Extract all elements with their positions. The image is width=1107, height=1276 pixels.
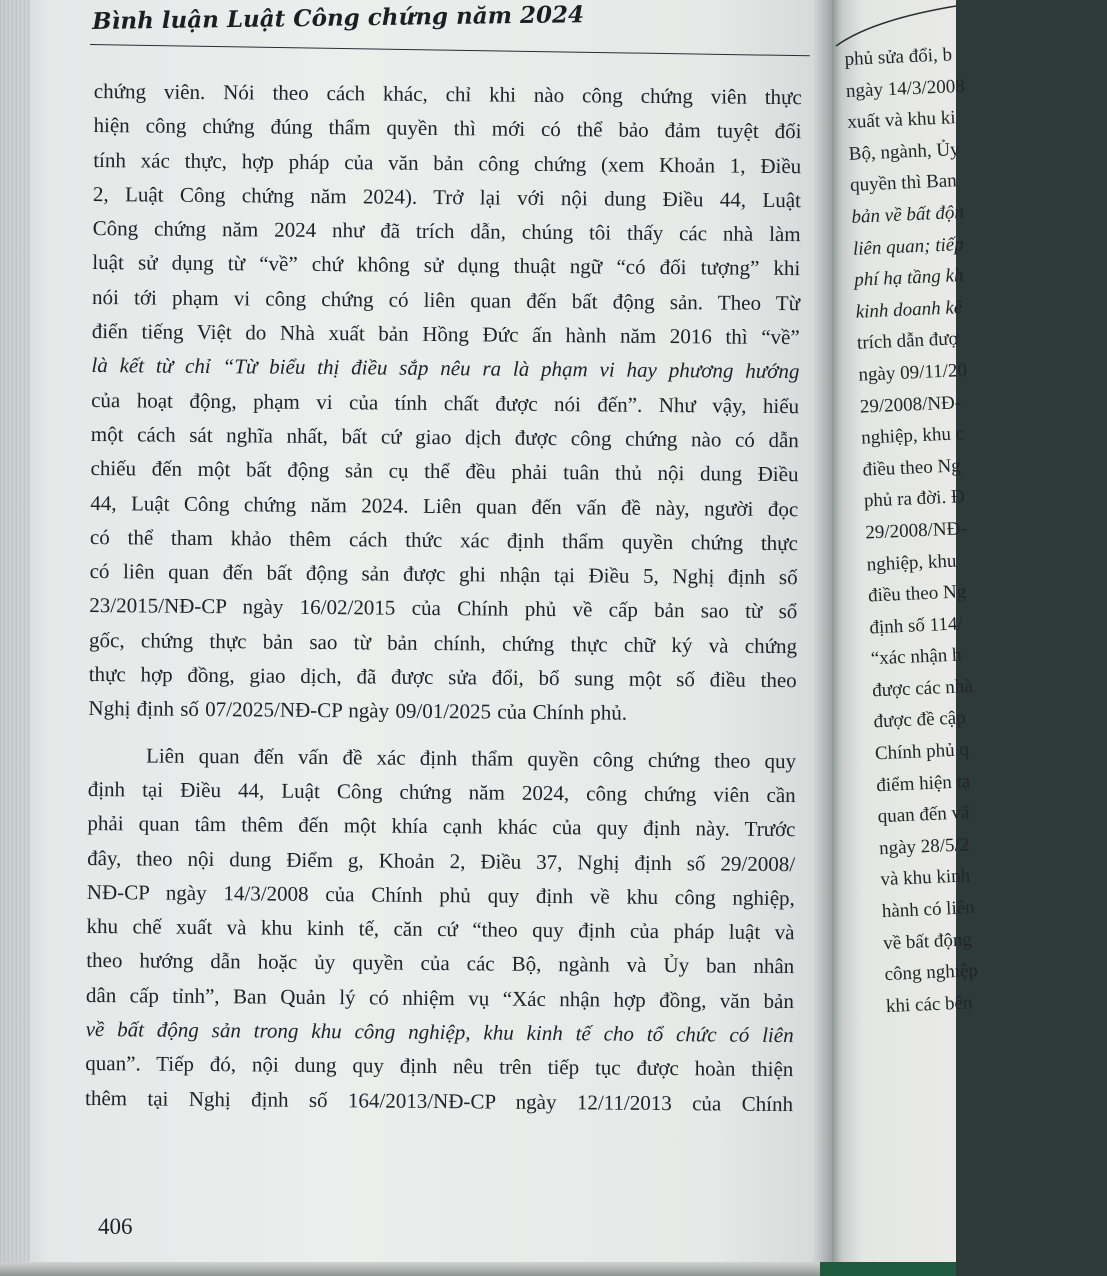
text-line: một cách sát nghĩa nhất, bất cứ giao dịch được công chứng nào có dẫn [90, 421, 799, 453]
text-line: có thể tham khảo thêm cách thức xác định thẩm quyền chứng thực [89, 524, 799, 556]
facing-text-line: phủ sửa đổi, b [844, 44, 953, 70]
text-line: điển tiếng Việt do Nhà xuất bản Hồng Đức ấn hành năm 2016 thì “về” [91, 319, 800, 350]
text-line: quan”. Tiếp đó, nội dung quy định nêu trên tiếp tục được hoàn thiện [85, 1051, 794, 1082]
facing-text-line: phí hạ tầng kh [853, 265, 964, 291]
text-line: là kết từ chỉ “Từ biểu thị điều sắp nêu ra là phạm vi hay phương hướng [91, 353, 800, 384]
facing-text-line: quyền thì Ban [849, 170, 958, 197]
page-bottom-shadow [0, 1262, 832, 1276]
facing-text-line: xuất và khu ki [846, 107, 956, 134]
facing-text-line: điều theo Ng [862, 455, 962, 481]
facing-text-line: trích dẫn đượ [856, 328, 960, 355]
header-rule [90, 44, 810, 56]
text-line: 44, Luật Công chứng năm 2024. Liên quan đến vấn đề này, người đọc [90, 490, 799, 521]
text-line: có liên quan đến bất động sản được ghi nhận tại Điều 5, Nghị định số [89, 559, 798, 590]
text-line: thêm tại Nghị định số 164/2013/NĐ-CP ngày 12/11/2013 của Chính [84, 1085, 794, 1116]
facing-text-line: hành có liên [881, 897, 976, 923]
text-line: 23/2015/NĐ-CP ngày 16/02/2015 của Chính phủ về cấp bản sao từ sổ [89, 593, 798, 624]
text-line: Liên quan đến vấn đề xác định thẩm quyền công chứng theo quy [145, 743, 797, 773]
facing-text-line: “xác nhận h [870, 644, 962, 670]
facing-text-line: bản về bất độn [851, 201, 965, 228]
facing-text-line: ngày 09/11/20 [857, 359, 968, 386]
text-line: khu chế xuất và khu kinh tế, căn cứ “theo quy định của pháp luật và [86, 914, 795, 945]
text-line: định tại Điều 44, Luật Công chứng năm 2024, công chứng viên cần [87, 776, 796, 808]
text-line: luật sử dụng từ “về” chứ không sử dụng thuật ngữ “có đối tượng” khi [92, 250, 801, 281]
text-line: NĐ-CP ngày 14/3/2008 của Chính phủ quy định về khu công nghiệp, [86, 879, 795, 910]
page-edge-shading [0, 0, 30, 1276]
book-gutter-shadow [812, 0, 832, 1276]
facing-text-line: khi các bên [885, 992, 973, 1017]
facing-text-line: liên quan; tiếp [852, 233, 965, 260]
text-line: về bất động sản trong khu công nghiệp, khu kinh tế cho tổ chức có liên [85, 1016, 794, 1048]
page-number: 406 [98, 1214, 133, 1239]
facing-text-line: 29/2008/NĐ- [864, 518, 968, 544]
facing-page [832, 0, 979, 1276]
text-line: hiện công chứng đúng thẩm quyền thì mới có thể bảo đảm tuyệt đối [93, 113, 802, 144]
text-line: 2, Luật Công chứng năm 2024). Trở lại với nội dung Điều 44, Luật [92, 181, 802, 213]
text-line: dân cấp tỉnh”, Ban Quản lý có nhiệm vụ “Xác nhận hợp đồng, văn bản [85, 982, 795, 1013]
facing-text-line: điều theo Ng [867, 581, 967, 607]
facing-text-line: được đề cập [873, 707, 967, 733]
facing-text-line: và khu kinh [880, 865, 971, 891]
facing-text-line: nghiệp, khu c [860, 423, 965, 449]
facing-text-line: Chính phủ q [874, 739, 970, 765]
text-line: chiếu đến một bất động sản cụ thể đều phải tuân thủ nội dung Điều [90, 456, 799, 487]
text-line: của hoạt động, phạm vi của tính chất được nói đến”. Như vậy, hiểu [91, 387, 800, 418]
facing-text-line: công nghiệp [884, 960, 979, 986]
facing-text-line: được các nhà [871, 675, 974, 702]
text-line: đây, theo nội dung Điểm g, Khoản 2, Điều 37, Nghị định số 29/2008/ [87, 845, 796, 876]
text-line: thực hợp đồng, giao dịch, đã được sửa đổi, bổ sung một số điều theo [88, 662, 797, 693]
text-line: Nghị định số 07/2025/NĐ-CP ngày 09/01/2025 của Chính phủ. [88, 696, 628, 726]
body-text [85, 74, 802, 1121]
facing-text-line: quan đến vấ [877, 802, 970, 828]
facing-text-line: 29/2008/NĐ- [859, 391, 962, 418]
text-line: nói tới phạm vi công chứng có liên quan đến bất động sản. Theo Từ [91, 284, 801, 315]
running-head: Bình luận Luật Công chứng năm 2024 [92, 1, 585, 35]
facing-text-line: ngày 14/3/2008 [845, 75, 966, 102]
facing-text-line: điểm hiện tạ [875, 770, 971, 796]
facing-text-line: phủ ra đời. Đ [863, 486, 966, 512]
facing-page-text [844, 34, 1107, 1022]
text-line: chứng viên. Nói theo cách khác, chỉ khi nào công chứng viên thực [93, 78, 802, 110]
facing-text-line: nghiệp, khu [866, 550, 957, 575]
text-line: tính xác thực, hợp pháp của văn bản công chứng (xem Khoản 1, Điều [93, 147, 802, 178]
facing-text-line: ngày 28/5/2 [878, 834, 970, 860]
green-cover-edge [820, 1262, 956, 1276]
text-line: gốc, chứng thực bản sao từ bản chính, chứng thực chữ ký và chứng [88, 627, 798, 658]
text-line: theo hướng dẫn hoặc ủy quyền của các Bộ, ngành và Ủy ban nhân [86, 948, 795, 979]
facing-text-line: về bất động [882, 928, 973, 954]
facing-text-line: kinh doanh kê [855, 296, 963, 323]
text-line: Công chứng năm 2024 như đã trích dẫn, chúng tôi thấy các nhà làm [92, 216, 801, 247]
facing-text-line: Bộ, ngành, Ủy [848, 138, 960, 165]
text-line: phải quan tâm thêm đến một khía cạnh khác của quy định này. Trước [87, 811, 796, 842]
facing-text-line: định số 114/ [869, 613, 964, 639]
